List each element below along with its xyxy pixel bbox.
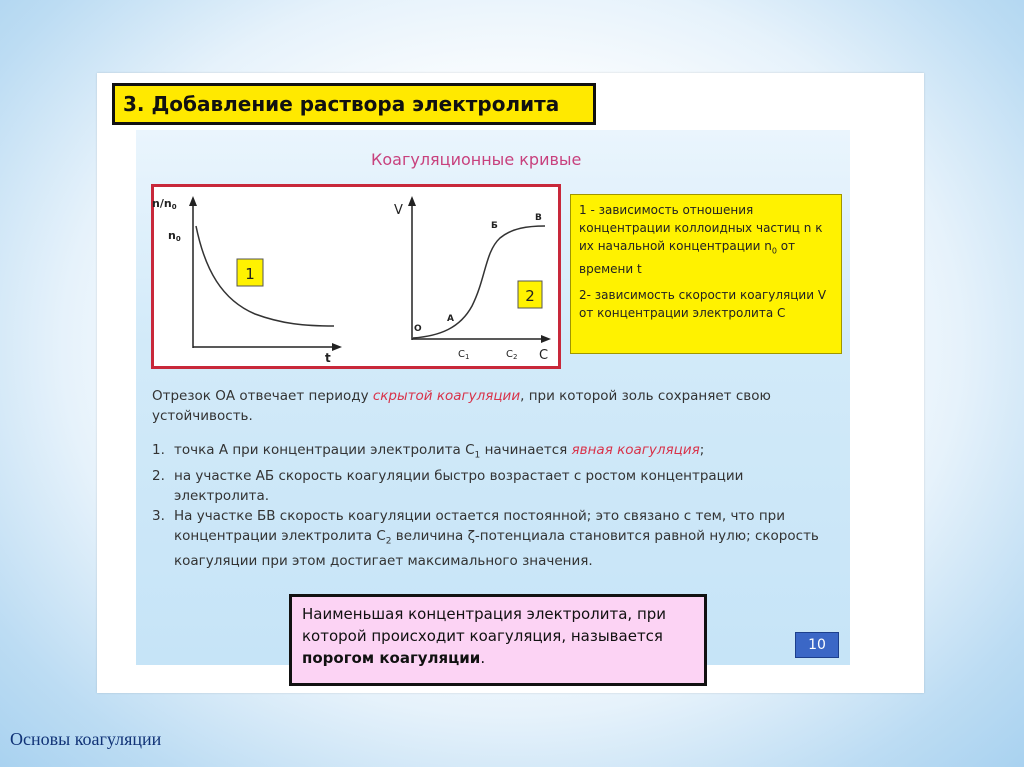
graph2-point-v: В <box>535 213 542 223</box>
footer-caption: Основы коагуляции <box>10 729 162 749</box>
list-item: 2. на участке АБ скорость коагуляции быстро возрастает с ростом концентрации электролита. <box>152 467 744 504</box>
graph1-decay-curve <box>196 226 334 326</box>
graph1-y-arrow <box>189 196 197 206</box>
graph1-x-label: t <box>325 351 331 365</box>
explicit-coagulation-term: явная коагуляция <box>571 442 700 458</box>
main-text <box>152 386 842 571</box>
legend-box <box>570 194 842 354</box>
graph1-y-tick: n0 <box>168 229 181 243</box>
graph1-y-label: n/n0 <box>152 197 177 211</box>
intro-paragraph: Отрезок ОА отвечает периоду скрытой коагуляции, при которой золь сохраняет свою устойчивость. <box>152 388 771 424</box>
slide-title: 3. Добавление раствора электролита <box>112 83 596 125</box>
definition-box: Наименьшая концентрация электролита, при которой происходит коагуляция, называется порогом коагуляции. <box>289 594 707 686</box>
graph2-c1-label: $C_1$ <box>458 349 470 361</box>
graph2-point-b: Б <box>491 221 498 231</box>
graph1-x-arrow <box>332 343 342 351</box>
graph2-x-label: C <box>539 348 549 363</box>
graph2-y-label: V <box>394 203 403 218</box>
curves-title: Коагуляционные кривые <box>371 150 582 169</box>
page-number-badge: 10 <box>795 632 839 658</box>
graph2-point-a: A <box>447 314 454 324</box>
graph2-x-arrow <box>541 335 551 343</box>
coagulation-threshold-term: порогом коагуляции <box>302 649 481 667</box>
legend-item-1: 1 - зависимость отношения концентрации коллоидных частиц n к их начальной концентрации $n_0$ от времени t <box>579 203 823 277</box>
list-item: 3. На участке БВ скорость коагуляции остается постоянной; это связано с тем, что при концентрации электролита $С_2$ величина ζ-потенциала становится равной нулю; скорость коагуляции при этом достигает максимального значения. <box>152 507 819 570</box>
graph2-badge-label: 2 <box>525 287 535 305</box>
graph2-c2-label: $C_2$ <box>506 349 518 361</box>
explanation-list <box>152 440 842 571</box>
graph1-badge-label: 1 <box>245 265 255 283</box>
graph2-origin-label: O <box>414 324 422 334</box>
list-item: 1. точка А при концентрации электролита $С_1$ начинается явная коагуляция; <box>152 442 705 461</box>
latent-coagulation-term: скрытой коагуляции <box>372 388 521 404</box>
legend-item-2: 2- зависимость скорости коагуляции V от концентрации электролита C <box>579 288 827 321</box>
graph2-y-arrow <box>408 196 416 206</box>
